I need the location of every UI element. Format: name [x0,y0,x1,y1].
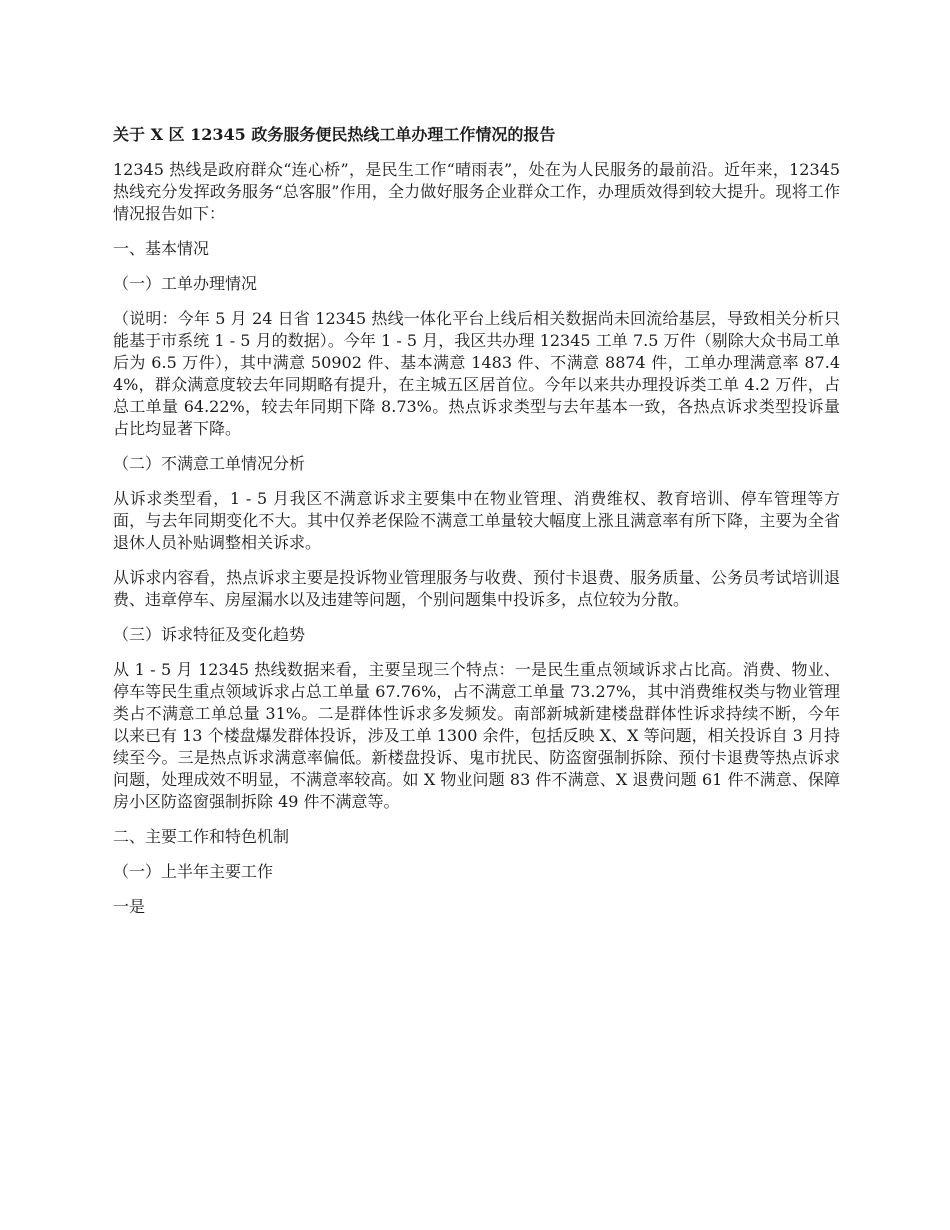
trends-paragraph: 从 1 - 5 月 12345 热线数据来看，主要呈现三个特点：一是民生重点领域诉求占比高。消费、物业、停车等民生重点领域诉求占总工单量 67.76%，占不满意工单量 73.27%，其中消费维权类与物业管理类占不满意工单总量 31%。二是群体性诉求多发频发。南部新城新建楼盘群体性诉求持续不断，今年以来已有 13 个楼盘爆发群体投诉，涉及工单 1300 余件，包括反映 X、X 等问题，相关投诉自 3 月持续至今。三是热点诉求满意率偏低。新楼盘投诉、鬼市扰民、防盗窗强制拆除、预付卡退费等热点诉求问题，处理成效不明显，不满意率较高。如 X 物业问题 83 件不满意、X 退费问题 61 件不满意、保障房小区防盗窗强制拆除 49 件不满意等。 [113,660,840,811]
subsection-heading-unsatisfied-analysis: （二）不满意工单情况分析 [113,454,306,473]
ticket-handling-paragraph: （说明：今年 5 月 24 日省 12345 热线一体化平台上线后相关数据尚未回流给基层，导致相关分析只能基于市系统 1 - 5 月的数据）。今年 1 - 5 月，我区共办理 12345 工单 7.5 万件（剔除大众书局工单后为 6.5 万件），其中满意 50902 件、基本满意 1483 件、不满意 8874 件，工单办理满意率 87.44%，群众满意度较去年同期略有提升，在主城五区居首位。今年以来共办理投诉类工单 4.2 万件，占总工单量 64.22%，较去年同期下降 8.73%。热点诉求类型与去年基本一致，各热点诉求类型投诉量占比均显著下降。 [113,309,840,438]
unsatisfied-content-paragraph: 从诉求内容看，热点诉求主要是投诉物业管理服务与收费、预付卡退费、服务质量、公务员考试培训退费、违章停车、房屋漏水以及违建等问题，个别问题集中投诉多，点位较为分散。 [113,568,840,609]
document-title: 关于 X 区 12345 政务服务便民热线工单办理工作情况的报告 [113,125,556,144]
first-half-work-paragraph: 一是 [113,897,146,916]
unsatisfied-type-paragraph: 从诉求类型看，1 - 5 月我区不满意诉求主要集中在物业管理、消费维权、教育培训、停车管理等方面，与去年同期变化不大。其中仅养老保险不满意工单量较大幅度上涨且满意率有所下降，主要为全省退休人员补贴调整相关诉求。 [113,489,840,552]
subsection-heading-trends: （三）诉求特征及变化趋势 [113,625,306,644]
intro-paragraph: 12345 热线是政府群众“连心桥”，是民生工作“晴雨表”，处在为人民服务的最前沿。近年来，12345 热线充分发挥政务服务“总客服”作用，全力做好服务企业群众工作，办理质效得到较大提升。现将工作情况报告如下： [113,160,840,223]
subsection-heading-first-half-work: （一）上半年主要工作 [113,862,274,881]
document-page [113,124,840,931]
section-heading-main-work: 二、主要工作和特色机制 [113,827,290,846]
subsection-heading-ticket-handling: （一）工单办理情况 [113,274,258,293]
section-heading-basic-situation: 一、基本情况 [113,239,210,258]
